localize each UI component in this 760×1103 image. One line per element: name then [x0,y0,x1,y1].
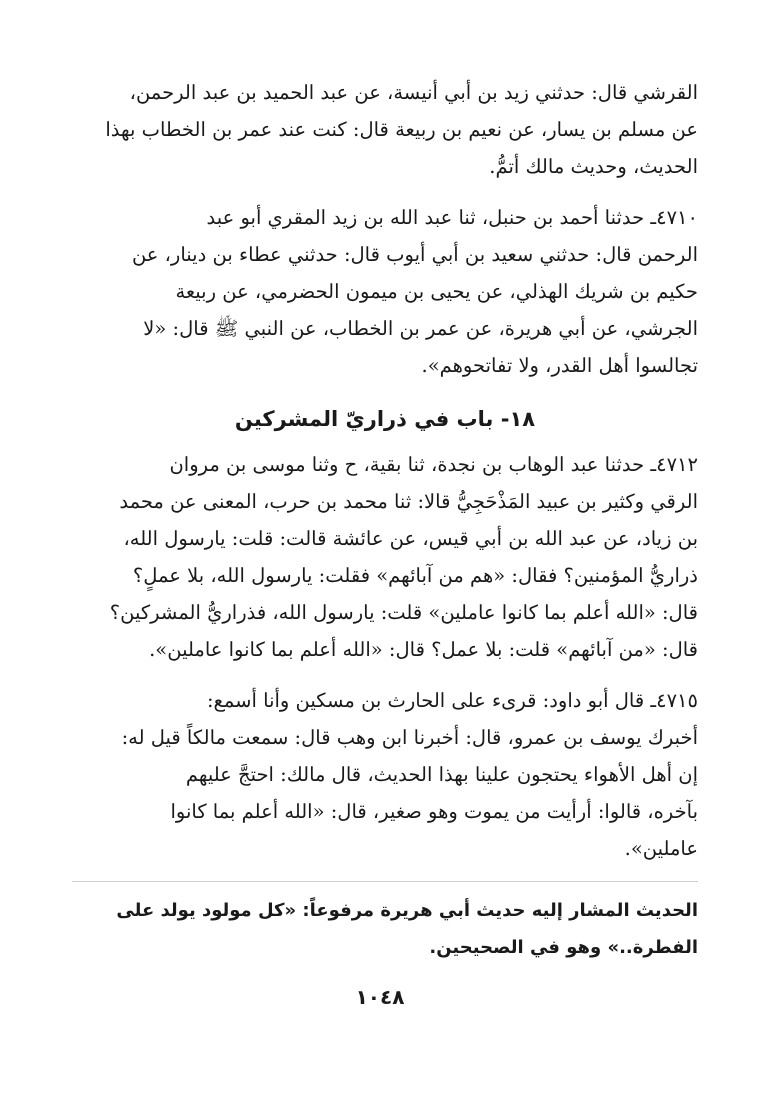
text-line: ٤٧١٠ـ حدثنا أحمد بن حنبل، ثنا عبد الله بن زيد المقري أبو عبد [206,206,698,229]
text-line: حكيم بن شريك الهذلي، عن يحيى بن ميمون الحضرمي، عن ربيعة [175,280,698,303]
text-line: عاملين». [624,837,698,860]
text-line: تجالسوا أهل القدر، ولا تفاتحوهم». [421,354,698,377]
text-line: بآخره، قالوا: أرأيت من يموت وهو صغير، قال: «الله أعلم بما كانوا [170,800,698,823]
text-line: ٤٧١٢ـ حدثنا عبد الوهاب بن نجدة، ثنا بقية، ح وثنا موسى بن مروان [169,453,698,476]
page-number: ١٠٤٨ [355,985,405,1009]
text-line: الحديث، وحديث مالك أتمُّ. [489,155,698,178]
document-page [72,74,698,966]
text-line: القرشي قال: حدثني زيد بن أبي أنيسة، عن عبد الحميد بن عبد الرحمن، [129,81,698,104]
text-line: بن زياد، عن عبد الله بن أبي قيس، عن عائشة قالت: قلت: يارسول الله، [123,527,698,550]
text-line: ٤٧١٥ـ قال أبو داود: قرىء على الحارث بن مسكين وأنا أسمع: [206,689,698,712]
footnote-line: الفطرة..» وهو في الصحيحين. [429,937,698,958]
text-line: الجرشي، عن أبي هريرة، عن عمر بن الخطاب، عن النبي ﷺ قال: «لا [143,317,698,340]
footnote [72,892,698,966]
text-line: قال: «الله أعلم بما كانوا عاملين» قلت: يارسول الله، فذراريُّ المشركين؟ [109,601,698,624]
text-line: قال: «من آبائهم» قلت: بلا عمل؟ قال: «الله أعلم بما كانوا عاملين». [149,638,698,661]
hadith-4712 [72,446,698,668]
footnote-divider [72,881,698,882]
text-line: الرقي وكثير بن عبيد المَذْحَجِيُّ قالا: ثنا محمد بن حرب، المعنى عن محمد [119,490,698,513]
footnote-line: الحديث المشار إليه حديث أبي هريرة مرفوعاً: «كل مولود يولد على [116,900,698,921]
text-line: عن مسلم بن يسار، عن نعيم بن ربيعة قال: كنت عند عمر بن الخطاب بهذا [105,118,698,141]
text-line: أخبرك يوسف بن عمرو، قال: أخبرنا ابن وهب قال: سمعت مالكاً قيل له: [121,726,698,749]
hadith-4715 [72,682,698,867]
paragraph-continuation [72,74,698,185]
text-line: إن أهل الأهواء يحتجون علينا بهذا الحديث، قال مالك: احتجَّ عليهم [185,763,698,786]
text-line: ذراريُّ المؤمنين؟ فقال: «هم من آبائهم» فقلت: يارسول الله، بلا عملٍ؟ [132,564,698,587]
hadith-4710 [72,199,698,384]
chapter-heading: ١٨- باب في ذراريّ المشركين [234,407,536,431]
text-line: الرحمن قال: حدثني سعيد بن أبي أيوب قال: حدثني عطاء بن دينار، عن [131,243,698,266]
